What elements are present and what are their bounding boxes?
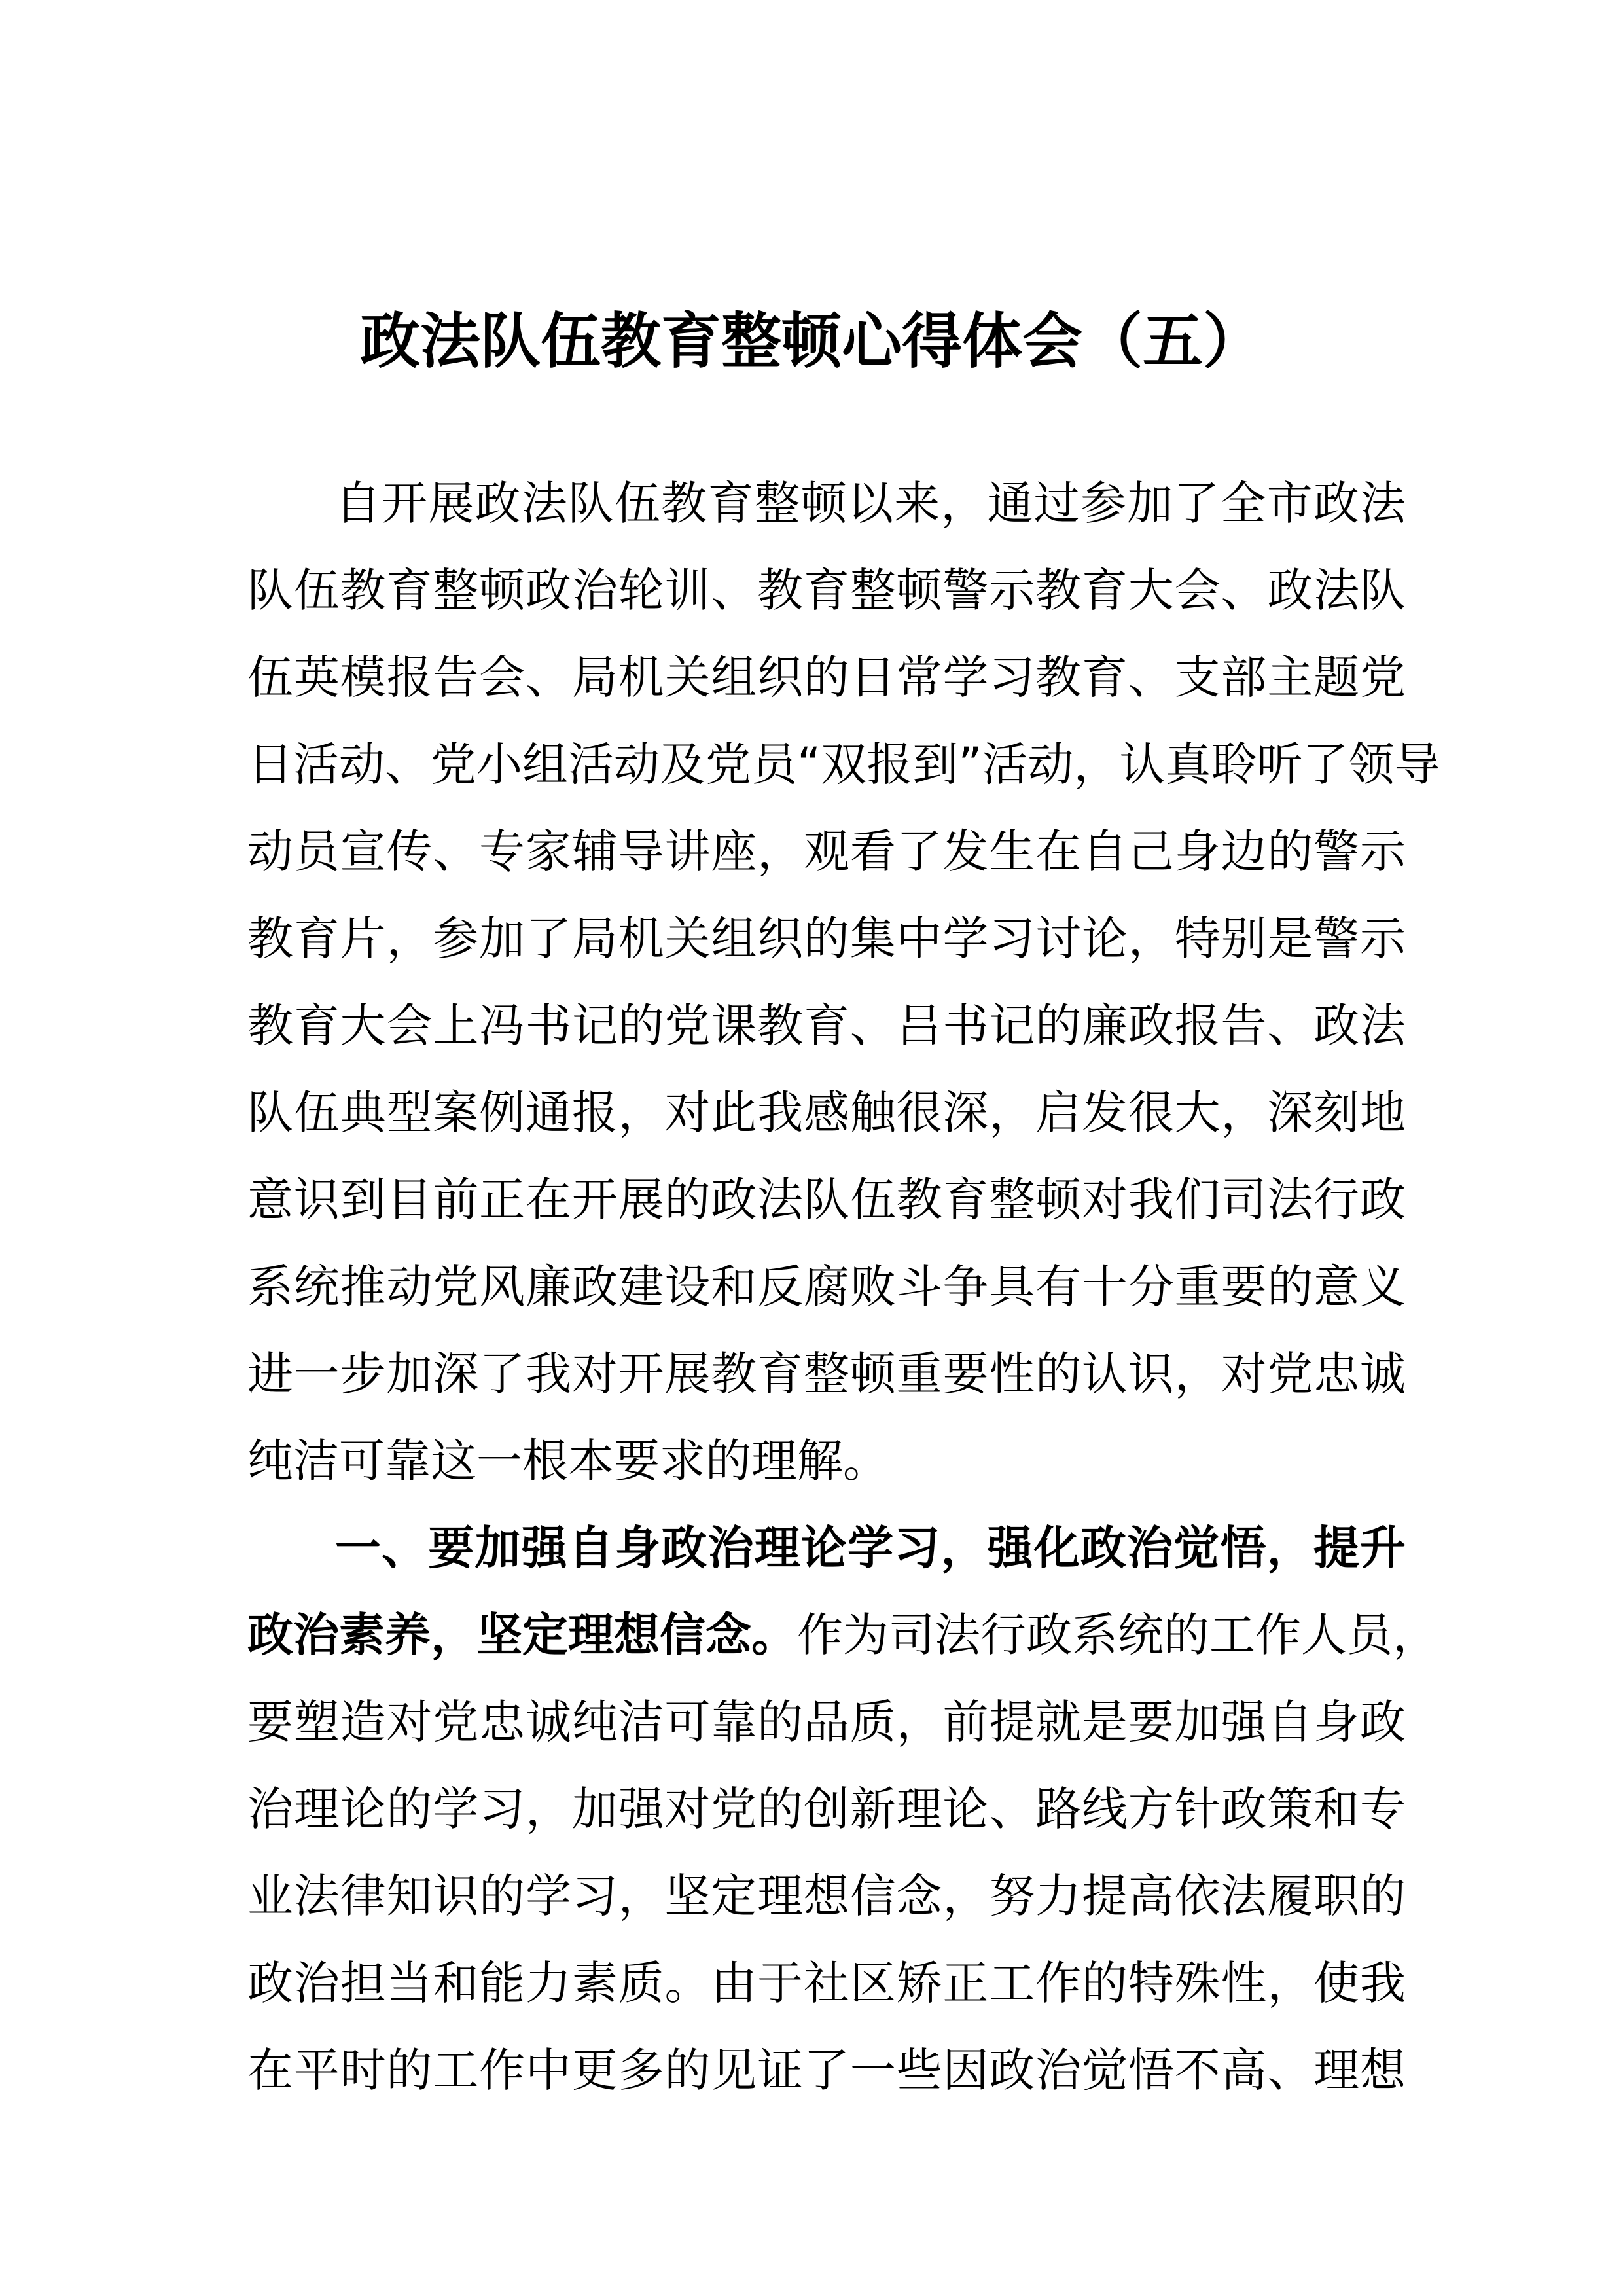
section-heading-end: 政治素养，坚定理想信念。 xyxy=(247,1608,797,1662)
paragraph-line: 要塑造对党忠诚纯洁可靠的品质，前提就是要加强自身政 xyxy=(247,1695,1406,1749)
document-title: 政法队伍教育整顿心得体会（五） xyxy=(359,306,1263,376)
paragraph-line: 意识到目前正在开展的政法队伍教育整顿对我们司法行政 xyxy=(247,1173,1406,1227)
paragraph-line: 治理论的学习，加强对党的创新理论、路线方针政策和专 xyxy=(247,1782,1406,1836)
paragraph-line: 在平时的工作中更多的见证了一些因政治觉悟不高、理想 xyxy=(247,2043,1406,2097)
paragraph-line: 纯洁可靠这一根本要求的理解。 xyxy=(247,1434,889,1488)
paragraph-line: 进一步加深了我对开展教育整顿重要性的认识，对党忠诚 xyxy=(247,1347,1406,1401)
paragraph-line: 自开展政法队伍教育整顿以来，通过参加了全市政法 xyxy=(335,476,1406,530)
paragraph-line: 伍英模报告会、局机关组织的日常学习教育、支部主题党 xyxy=(247,651,1406,704)
paragraph-line: 动员宣传、专家辅导讲座，观看了发生在自己身边的警示 xyxy=(247,825,1406,878)
paragraph-line: 队伍典型案例通报，对此我感触很深，启发很大，深刻地 xyxy=(247,1086,1406,1139)
paragraph-line: 业法律知识的学习，坚定理想信念，努力提高依法履职的 xyxy=(247,1869,1406,1923)
section-body-start: 作为司法行政系统的工作人员， xyxy=(797,1608,1438,1662)
paragraph-line: 政治担当和能力素质。由于社区矫正工作的特殊性，使我 xyxy=(247,1956,1406,2010)
paragraph-line: 教育片，参加了局机关组织的集中学习讨论，特别是警示 xyxy=(247,912,1406,965)
paragraph-line: 日活动、党小组活动及党员“双报到”活动，认真聆听了领导 xyxy=(247,738,1440,791)
paragraph-line: 教育大会上冯书记的党课教育、吕书记的廉政报告、政法 xyxy=(247,999,1406,1052)
section-heading: 一、要加强自身政治理论学习，强化政治觉悟，提升 xyxy=(335,1521,1406,1575)
paragraph-line: 队伍教育整顿政治轮训、教育整顿警示教育大会、政法队 xyxy=(247,564,1406,617)
section-heading-continued xyxy=(247,1605,1438,1664)
paragraph-line: 系统推动党风廉政建设和反腐败斗争具有十分重要的意义 xyxy=(247,1260,1406,1314)
